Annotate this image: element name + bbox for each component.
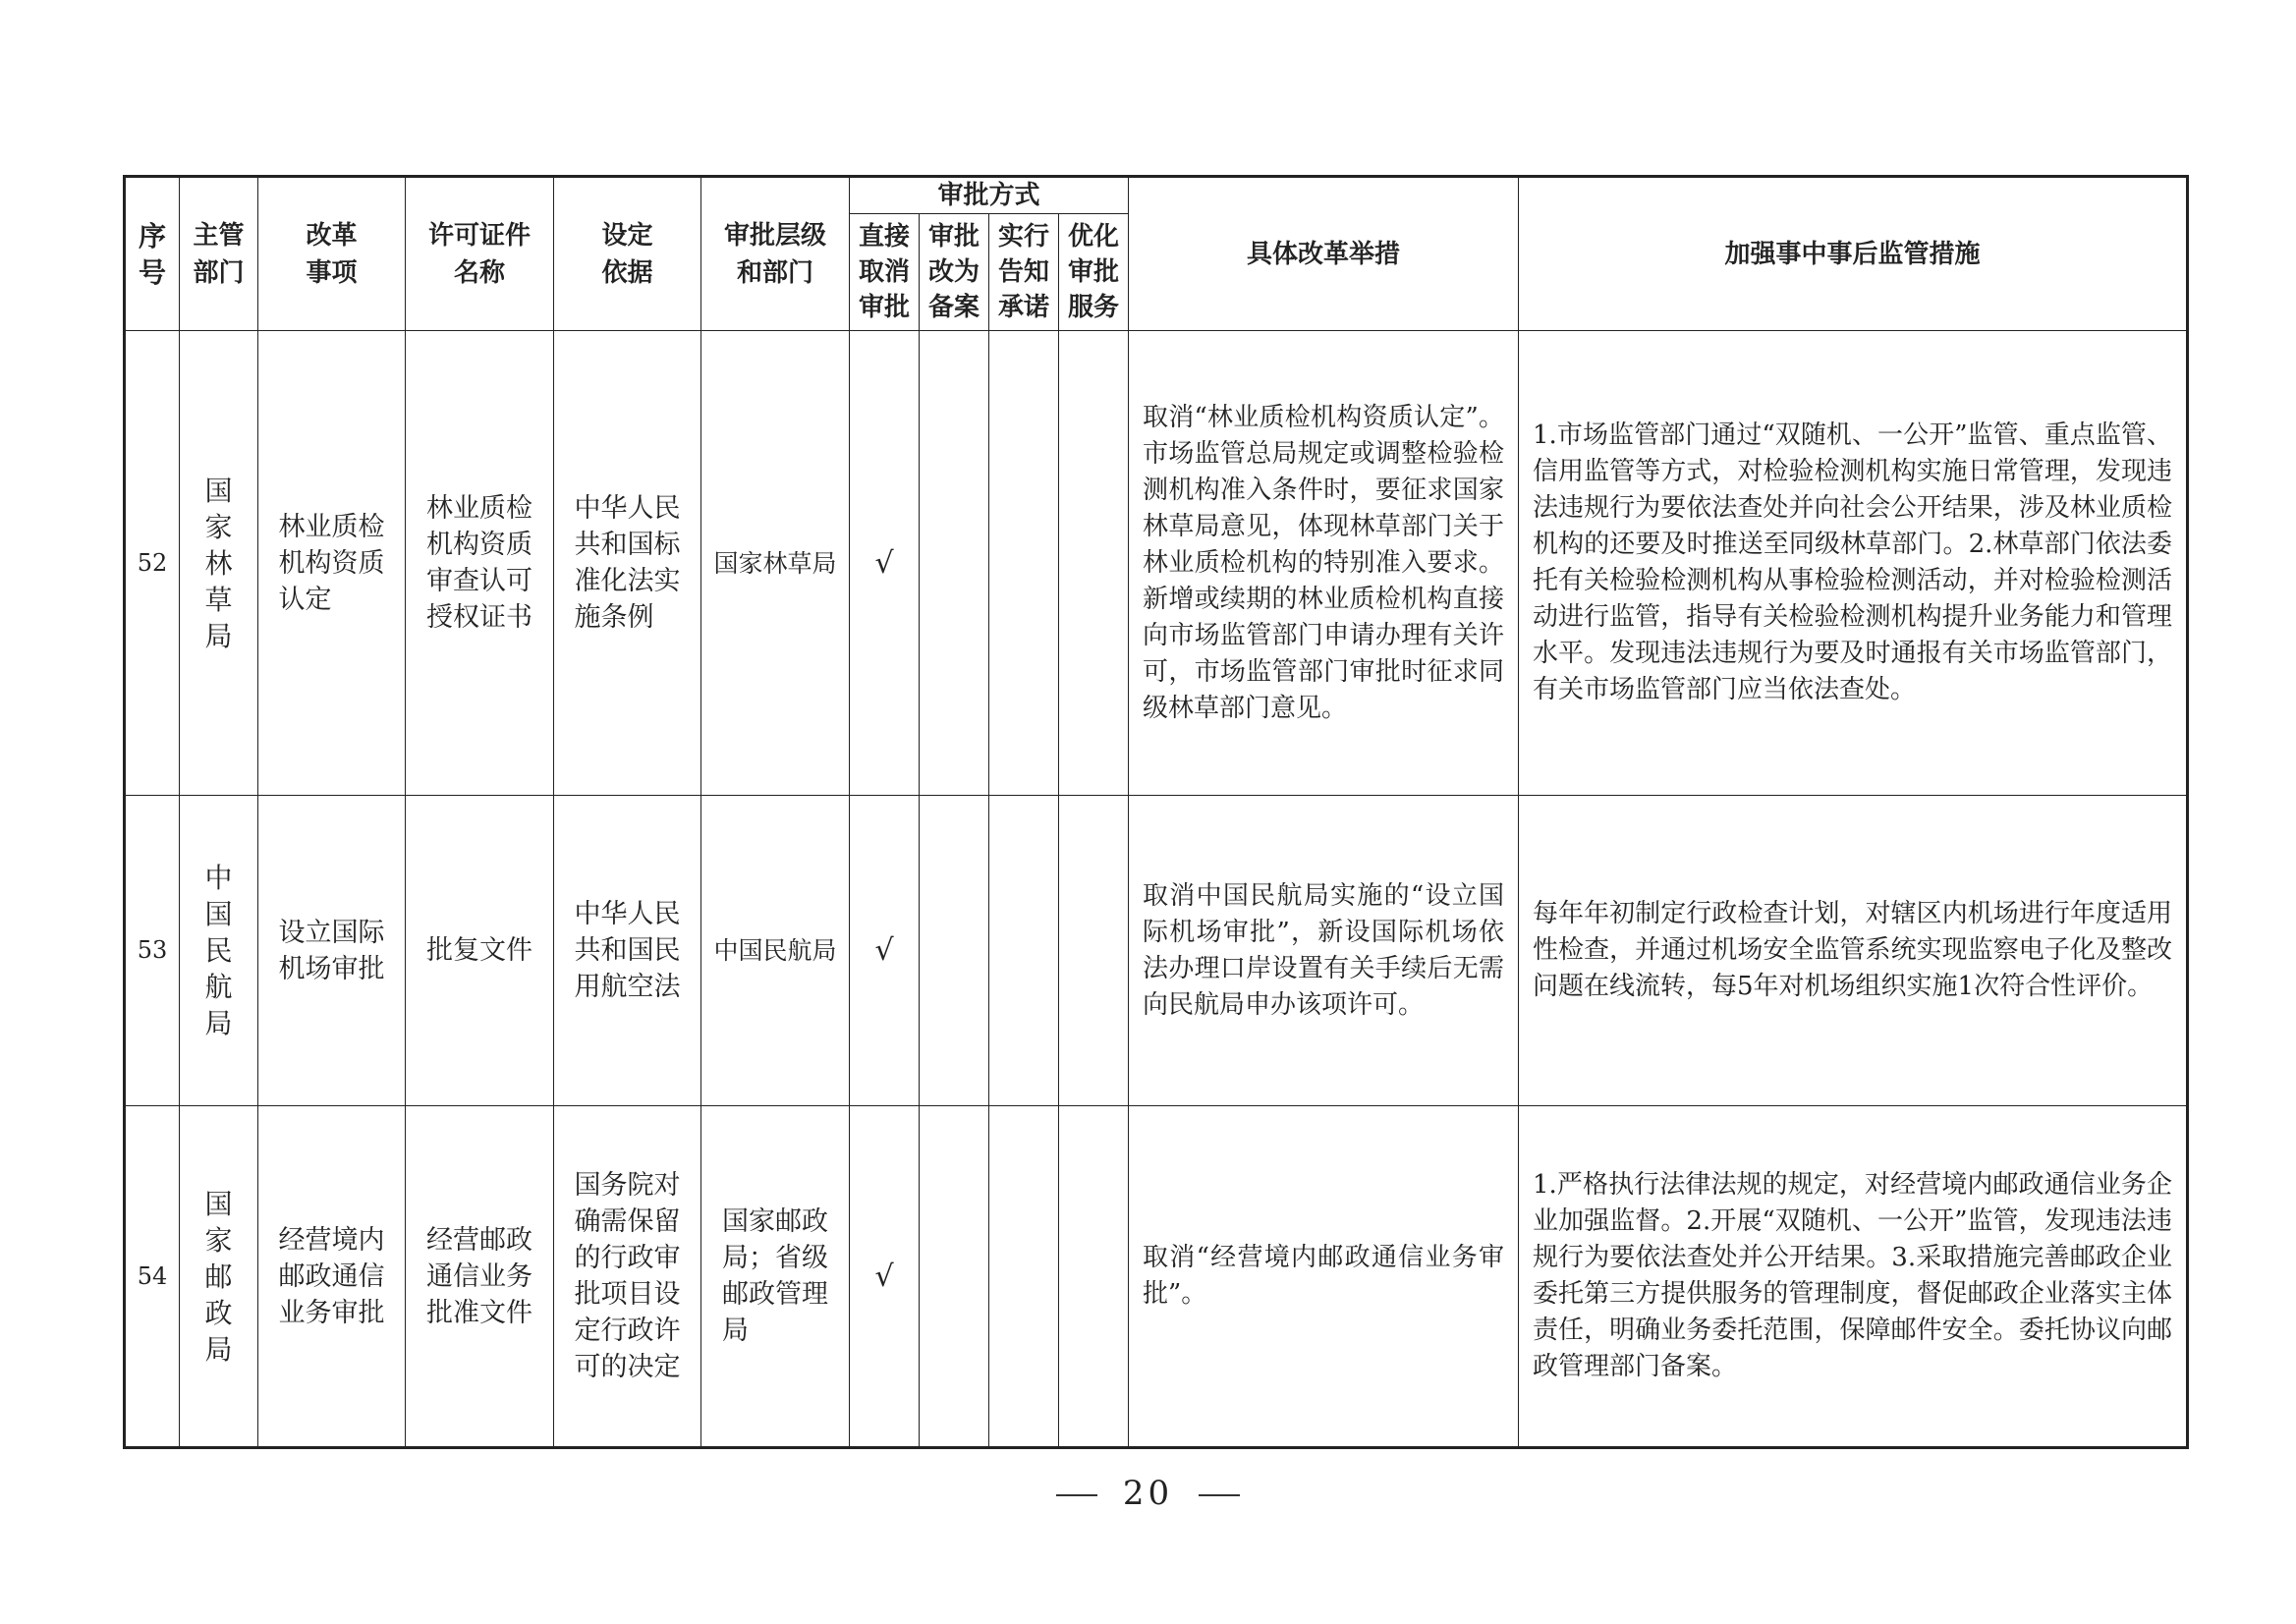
table-row <box>125 1106 2188 1448</box>
header-item: 改革事项 <box>258 177 406 331</box>
page-footer <box>0 1474 2296 1513</box>
row-check-commitment <box>989 331 1059 796</box>
row-supervision: 1.严格执行法律法规的规定，对经营境内邮政通信业务企业加强监督。2.开展“双随机、一公开”监管，发现违法违规行为要依法查处并公开结果。3.采取措施完善邮政企业委托第三方提供服务的管理制度，督促邮政企业落实主体责任，明确业务委托范围，保障邮件安全。委托协议向邮政管理部门备案。 <box>1519 1106 2188 1448</box>
page-number: 20 <box>1122 1474 1174 1513</box>
row-basis: 中华人民共和国标准化法实施条例 <box>554 331 701 796</box>
header-level: 审批层级和部门 <box>701 177 850 331</box>
footer-dash-right <box>1199 1494 1240 1496</box>
row-seq: 53 <box>125 796 180 1106</box>
row-check-cancel: √ <box>850 796 920 1106</box>
row-check-commitment <box>989 796 1059 1106</box>
row-supervision: 每年年初制定行政检查计划，对辖区内机场进行年度适用性检查，并通过机场安全监管系统实现监察电子化及整改问题在线流转，每5年对机场组织实施1次符合性评价。 <box>1519 796 2188 1106</box>
header-row <box>125 177 2188 214</box>
header-basis: 设定依据 <box>554 177 701 331</box>
row-seq: 52 <box>125 331 180 796</box>
row-level: 国家林草局 <box>701 331 850 796</box>
row-check-optimize <box>1059 1106 1129 1448</box>
row-measures: 取消“经营境内邮政通信业务审批”。 <box>1129 1106 1519 1448</box>
row-dept: 国家邮政局 <box>180 1106 258 1448</box>
row-check-commitment <box>989 1106 1059 1448</box>
row-check-cancel: √ <box>850 1106 920 1448</box>
header-method-filing: 审批改为备案 <box>920 214 989 331</box>
row-license: 批复文件 <box>406 796 554 1106</box>
row-level: 国家邮政局；省级邮政管理局 <box>701 1106 850 1448</box>
row-license: 经营邮政通信业务批准文件 <box>406 1106 554 1448</box>
header-measures: 具体改革举措 <box>1129 177 1519 331</box>
header-license: 许可证件名称 <box>406 177 554 331</box>
row-check-filing <box>920 1106 989 1448</box>
row-check-cancel: √ <box>850 331 920 796</box>
row-item: 林业质检机构资质认定 <box>258 331 406 796</box>
row-dept: 国家林草局 <box>180 331 258 796</box>
row-check-filing <box>920 796 989 1106</box>
row-item: 经营境内邮政通信业务审批 <box>258 1106 406 1448</box>
header-method-cancel: 直接取消审批 <box>850 214 920 331</box>
header-dept: 主管部门 <box>180 177 258 331</box>
row-check-filing <box>920 331 989 796</box>
table-row <box>125 331 2188 796</box>
row-item: 设立国际机场审批 <box>258 796 406 1106</box>
row-measures: 取消中国民航局实施的“设立国际机场审批”，新设国际机场依法办理口岸设置有关手续后无需向民航局申办该项许可。 <box>1129 796 1519 1106</box>
header-seq: 序号 <box>125 177 180 331</box>
header-method-optimize: 优化审批服务 <box>1059 214 1129 331</box>
row-license: 林业质检机构资质审查认可授权证书 <box>406 331 554 796</box>
header-method-commitment: 实行告知承诺 <box>989 214 1059 331</box>
row-measures: 取消“林业质检机构资质认定”。市场监管总局规定或调整检验检测机构准入条件时，要征求国家林草局意见，体现林草部门关于林业质检机构的特别准入要求。新增或续期的林业质检机构直接向市场监管部门申请办理有关许可，市场监管部门审批时征求同级林草部门意见。 <box>1129 331 1519 796</box>
row-seq: 54 <box>125 1106 180 1448</box>
header-supervision: 加强事中事后监管措施 <box>1519 177 2188 331</box>
row-level: 中国民航局 <box>701 796 850 1106</box>
row-check-optimize <box>1059 331 1129 796</box>
row-check-optimize <box>1059 796 1129 1106</box>
reform-table <box>123 175 2189 1449</box>
footer-dash-left <box>1056 1494 1097 1496</box>
row-supervision: 1.市场监管部门通过“双随机、一公开”监管、重点监管、信用监管等方式，对检验检测机构实施日常管理，发现违法违规行为要依法查处并向社会公开结果，涉及林业质检机构的还要及时推送至同级林草部门。2.林草部门依法委托有关检验检测机构从事检验检测活动，并对检验检测活动进行监管，指导有关检验检测机构提升业务能力和管理水平。发现违法违规行为要及时通报有关市场监管部门，有关市场监管部门应当依法查处。 <box>1519 331 2188 796</box>
table-row <box>125 796 2188 1106</box>
row-dept: 中国民航局 <box>180 796 258 1106</box>
row-basis: 国务院对确需保留的行政审批项目设定行政许可的决定 <box>554 1106 701 1448</box>
row-basis: 中华人民共和国民用航空法 <box>554 796 701 1106</box>
header-method-group: 审批方式 <box>850 177 1129 214</box>
